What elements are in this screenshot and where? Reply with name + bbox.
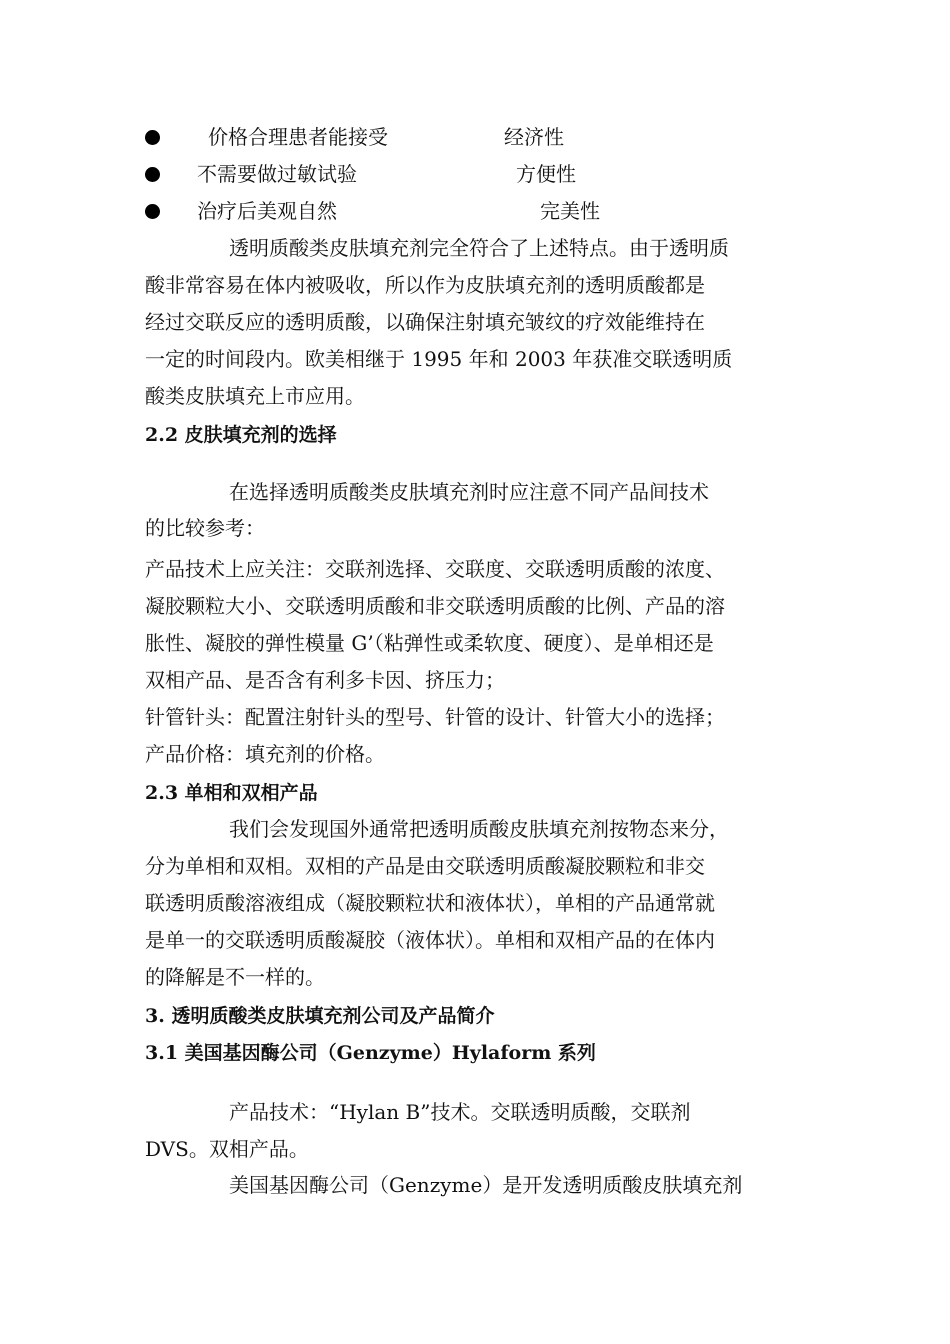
paragraph-line: 我们会发现国外通常把透明质酸皮肤填充剂按物态来分， (229, 817, 729, 841)
paragraph-line: 针管针头：配置注射针头的型号、针管的设计、针管大小的选择； (145, 705, 725, 729)
paragraph-line: 双相产品、是否含有利多卡因、挤压力； (145, 668, 505, 692)
paragraph-line: 美国基因酶公司（Genzyme）是开发透明质酸皮肤填充剂 (229, 1173, 743, 1197)
paragraph-line: 分为单相和双相。双相的产品是由交联透明质酸凝胶颗粒和非交 (145, 854, 705, 878)
paragraph-line: 产品技术上应关注：交联剂选择、交联度、交联透明质酸的浓度、 (145, 557, 725, 581)
paragraph-line: 产品技术：“Hylan B”技术。交联透明质酸，交联剂 (229, 1100, 691, 1124)
paragraph-line: 胀性、凝胶的弹性模量 G’（粘弹性或柔软度、硬度）、是单相还是 (145, 631, 714, 655)
paragraph-line: 酸非常容易在体内被吸收，所以作为皮肤填充剂的透明质酸都是 (145, 273, 705, 297)
paragraph-line: DVS。双相产品。 (145, 1137, 309, 1161)
bullet-attribute-text: 经济性 (504, 125, 564, 149)
paragraph-line: 产品价格：填充剂的价格。 (145, 742, 385, 766)
bullet-list-item (145, 162, 665, 190)
paragraph-line: 的降解是不一样的。 (145, 965, 325, 989)
paragraph-line: 联透明质酸溶液组成（凝胶颗粒状和液体状），单相的产品通常就 (145, 891, 715, 915)
paragraph-line: 酸类皮肤填充上市应用。 (145, 384, 365, 408)
paragraph-line: 一定的时间段内。欧美相继于 1995 年和 2003 年获准交联透明质 (145, 347, 733, 371)
paragraph-line: 凝胶颗粒大小、交联透明质酸和非交联透明质酸的比例、产品的溶 (145, 594, 725, 618)
section-heading-2-3: 2.3 单相和双相产品 (145, 782, 318, 804)
bullet-item-text: 价格合理患者能接受 (208, 125, 388, 149)
bullet-list-item (145, 125, 665, 153)
section-heading-2-2: 2.2 皮肤填充剂的选择 (145, 424, 337, 446)
bullet-dot-icon (145, 130, 160, 145)
bullet-list-item (145, 199, 665, 227)
bullet-dot-icon (145, 167, 160, 182)
paragraph-line: 的比较参考： (145, 516, 265, 540)
paragraph-line: 经过交联反应的透明质酸，以确保注射填充皱纹的疗效能维持在 (145, 310, 705, 334)
bullet-attribute-text: 完美性 (540, 199, 600, 223)
bullet-item-text: 治疗后美观自然 (197, 199, 337, 223)
bullet-attribute-text: 方便性 (516, 162, 576, 186)
bullet-item-text: 不需要做过敏试验 (197, 162, 357, 186)
paragraph-line: 是单一的交联透明质酸凝胶（液体状）。单相和双相产品的在体内 (145, 928, 715, 952)
section-heading-3-1: 3.1 美国基因酶公司（Genzyme）Hylaform 系列 (145, 1042, 596, 1064)
paragraph-line: 透明质酸类皮肤填充剂完全符合了上述特点。由于透明质 (229, 236, 729, 260)
section-heading-3: 3. 透明质酸类皮肤填充剂公司及产品简介 (145, 1005, 495, 1027)
bullet-dot-icon (145, 204, 160, 219)
paragraph-line: 在选择透明质酸类皮肤填充剂时应注意不同产品间技术 (229, 480, 709, 504)
